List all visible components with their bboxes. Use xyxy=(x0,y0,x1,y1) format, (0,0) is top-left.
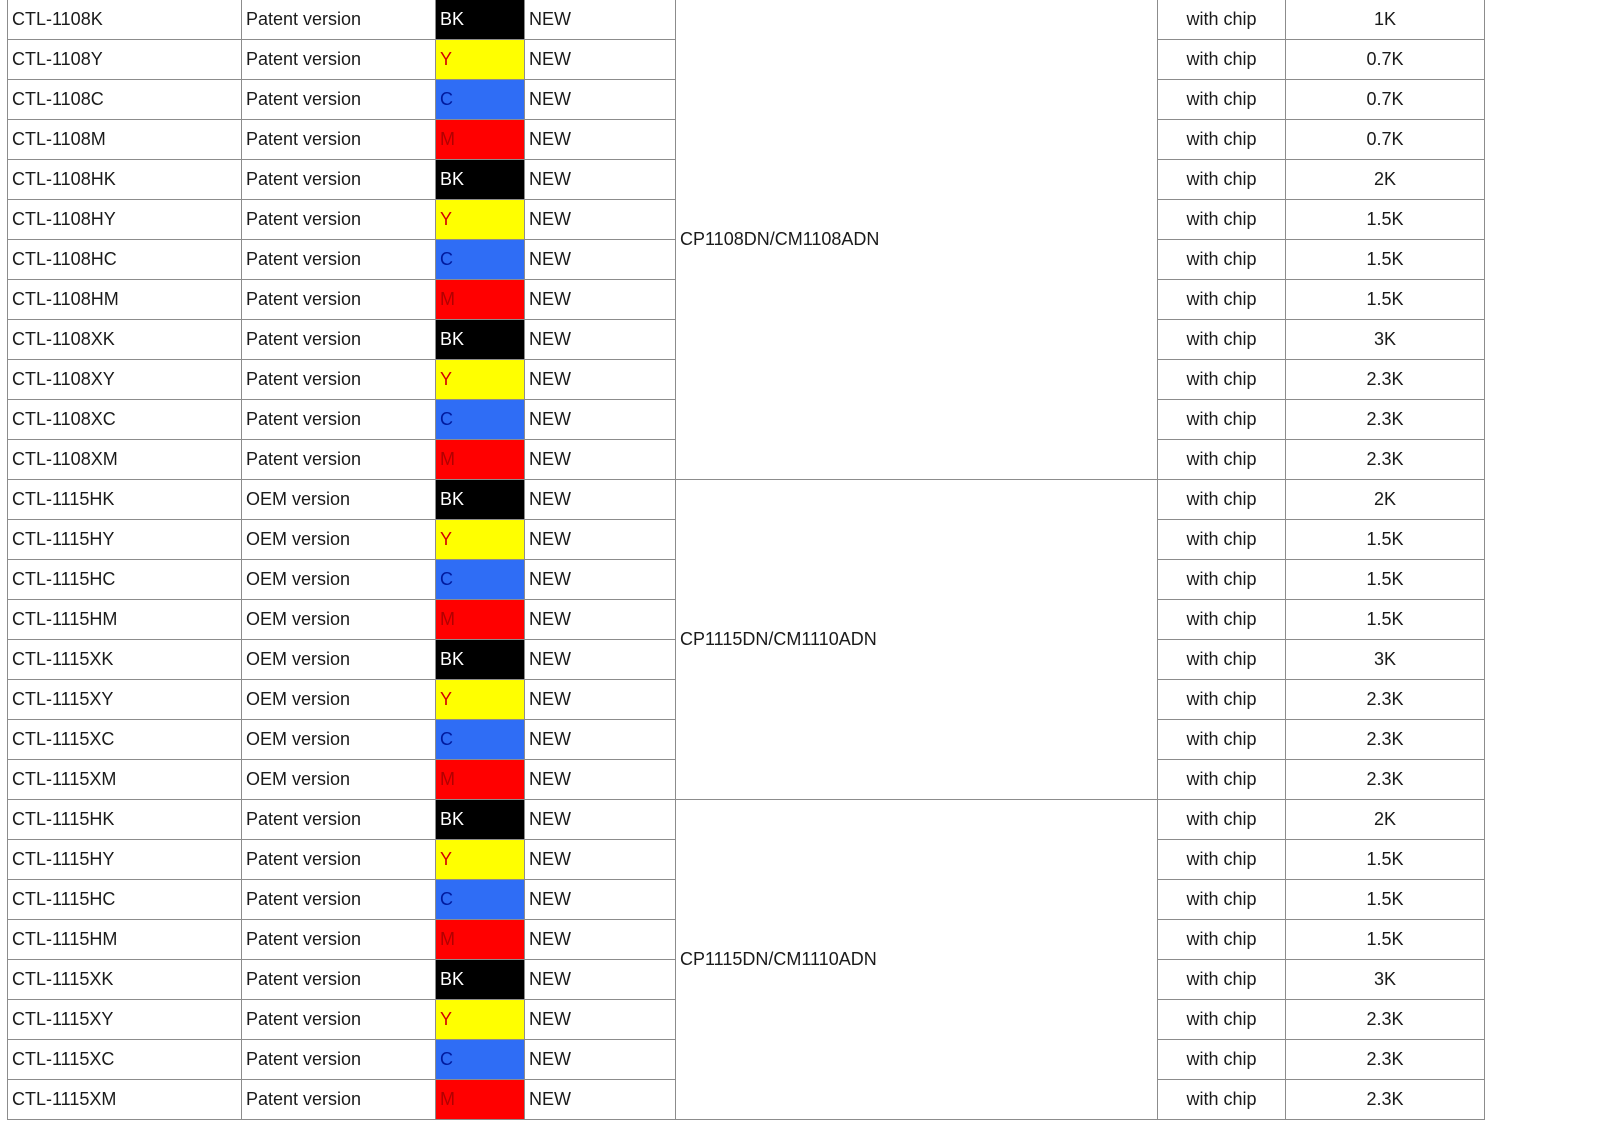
condition-cell: NEW xyxy=(525,360,676,400)
model-cell: CTL-1115HK xyxy=(8,800,242,840)
condition-cell: NEW xyxy=(525,80,676,120)
model-cell: CTL-1115HY xyxy=(8,840,242,880)
chip-cell: with chip xyxy=(1158,920,1286,960)
condition-cell: NEW xyxy=(525,160,676,200)
yield-cell: 2.3K xyxy=(1286,680,1485,720)
chip-cell: with chip xyxy=(1158,280,1286,320)
yield-cell: 1.5K xyxy=(1286,880,1485,920)
version-cell: Patent version xyxy=(242,920,436,960)
chip-cell: with chip xyxy=(1158,360,1286,400)
condition-cell: NEW xyxy=(525,480,676,520)
yield-cell: 1.5K xyxy=(1286,560,1485,600)
version-cell: Patent version xyxy=(242,160,436,200)
model-cell: CTL-1115XY xyxy=(8,680,242,720)
version-cell: Patent version xyxy=(242,880,436,920)
color-cell: M xyxy=(436,120,525,160)
color-cell: BK xyxy=(436,800,525,840)
yield-cell: 1K xyxy=(1286,0,1485,40)
color-cell: Y xyxy=(436,1000,525,1040)
yield-cell: 1.5K xyxy=(1286,840,1485,880)
model-cell: CTL-1108Y xyxy=(8,40,242,80)
version-cell: Patent version xyxy=(242,1000,436,1040)
color-cell: Y xyxy=(436,40,525,80)
chip-cell: with chip xyxy=(1158,1000,1286,1040)
yield-cell: 2.3K xyxy=(1286,1080,1485,1120)
version-cell: OEM version xyxy=(242,560,436,600)
yield-cell: 2.3K xyxy=(1286,440,1485,480)
model-cell: CTL-1115XK xyxy=(8,640,242,680)
color-cell: C xyxy=(436,80,525,120)
model-cell: CTL-1108M xyxy=(8,120,242,160)
model-cell: CTL-1115HY xyxy=(8,520,242,560)
color-cell: C xyxy=(436,720,525,760)
chip-cell: with chip xyxy=(1158,760,1286,800)
yield-cell: 2.3K xyxy=(1286,720,1485,760)
yield-cell: 2K xyxy=(1286,160,1485,200)
chip-cell: with chip xyxy=(1158,640,1286,680)
model-cell: CTL-1115HM xyxy=(8,920,242,960)
condition-cell: NEW xyxy=(525,280,676,320)
condition-cell: NEW xyxy=(525,400,676,440)
version-cell: Patent version xyxy=(242,0,436,40)
chip-cell: with chip xyxy=(1158,240,1286,280)
chip-cell: with chip xyxy=(1158,560,1286,600)
color-cell: BK xyxy=(436,480,525,520)
yield-cell: 1.5K xyxy=(1286,240,1485,280)
yield-cell: 2.3K xyxy=(1286,760,1485,800)
color-cell: Y xyxy=(436,360,525,400)
version-cell: Patent version xyxy=(242,1080,436,1120)
model-cell: CTL-1115XM xyxy=(8,1080,242,1120)
color-cell: M xyxy=(436,280,525,320)
chip-cell: with chip xyxy=(1158,1040,1286,1080)
model-cell: CTL-1115HM xyxy=(8,600,242,640)
model-cell: CTL-1115XC xyxy=(8,1040,242,1080)
chip-cell: with chip xyxy=(1158,680,1286,720)
color-cell: BK xyxy=(436,960,525,1000)
chip-cell: with chip xyxy=(1158,400,1286,440)
condition-cell: NEW xyxy=(525,760,676,800)
version-cell: Patent version xyxy=(242,360,436,400)
color-cell: BK xyxy=(436,320,525,360)
color-cell: C xyxy=(436,880,525,920)
color-cell: Y xyxy=(436,200,525,240)
color-cell: BK xyxy=(436,640,525,680)
version-cell: OEM version xyxy=(242,640,436,680)
color-cell: M xyxy=(436,600,525,640)
table-row xyxy=(8,0,1485,40)
chip-cell: with chip xyxy=(1158,120,1286,160)
color-cell: C xyxy=(436,400,525,440)
version-cell: Patent version xyxy=(242,80,436,120)
printer-model-cell: CP1115DN/CM1110ADN xyxy=(676,480,1158,800)
color-cell: Y xyxy=(436,840,525,880)
chip-cell: with chip xyxy=(1158,600,1286,640)
version-cell: OEM version xyxy=(242,720,436,760)
version-cell: Patent version xyxy=(242,40,436,80)
color-cell: C xyxy=(436,1040,525,1080)
model-cell: CTL-1108HY xyxy=(8,200,242,240)
version-cell: Patent version xyxy=(242,200,436,240)
chip-cell: with chip xyxy=(1158,40,1286,80)
chip-cell: with chip xyxy=(1158,440,1286,480)
chip-cell: with chip xyxy=(1158,840,1286,880)
table-body xyxy=(8,0,1485,1120)
yield-cell: 1.5K xyxy=(1286,920,1485,960)
yield-cell: 0.7K xyxy=(1286,120,1485,160)
color-cell: C xyxy=(436,560,525,600)
condition-cell: NEW xyxy=(525,200,676,240)
condition-cell: NEW xyxy=(525,640,676,680)
yield-cell: 1.5K xyxy=(1286,200,1485,240)
condition-cell: NEW xyxy=(525,840,676,880)
model-cell: CTL-1108XM xyxy=(8,440,242,480)
printer-model-cell: CP1108DN/CM1108ADN xyxy=(676,0,1158,480)
color-cell: BK xyxy=(436,0,525,40)
condition-cell: NEW xyxy=(525,1000,676,1040)
color-cell: M xyxy=(436,440,525,480)
chip-cell: with chip xyxy=(1158,800,1286,840)
yield-cell: 2.3K xyxy=(1286,1040,1485,1080)
model-cell: CTL-1115HC xyxy=(8,560,242,600)
model-cell: CTL-1115XK xyxy=(8,960,242,1000)
chip-cell: with chip xyxy=(1158,200,1286,240)
model-cell: CTL-1115XC xyxy=(8,720,242,760)
version-cell: Patent version xyxy=(242,400,436,440)
version-cell: Patent version xyxy=(242,320,436,360)
condition-cell: NEW xyxy=(525,520,676,560)
version-cell: Patent version xyxy=(242,960,436,1000)
color-cell: M xyxy=(436,920,525,960)
chip-cell: with chip xyxy=(1158,880,1286,920)
yield-cell: 2.3K xyxy=(1286,360,1485,400)
yield-cell: 2K xyxy=(1286,800,1485,840)
color-cell: C xyxy=(436,240,525,280)
yield-cell: 3K xyxy=(1286,320,1485,360)
model-cell: CTL-1115XM xyxy=(8,760,242,800)
yield-cell: 2.3K xyxy=(1286,400,1485,440)
chip-cell: with chip xyxy=(1158,0,1286,40)
color-cell: BK xyxy=(436,160,525,200)
condition-cell: NEW xyxy=(525,680,676,720)
version-cell: OEM version xyxy=(242,480,436,520)
yield-cell: 1.5K xyxy=(1286,280,1485,320)
version-cell: Patent version xyxy=(242,1040,436,1080)
version-cell: Patent version xyxy=(242,440,436,480)
yield-cell: 2.3K xyxy=(1286,1000,1485,1040)
condition-cell: NEW xyxy=(525,440,676,480)
condition-cell: NEW xyxy=(525,560,676,600)
condition-cell: NEW xyxy=(525,600,676,640)
version-cell: Patent version xyxy=(242,840,436,880)
condition-cell: NEW xyxy=(525,800,676,840)
condition-cell: NEW xyxy=(525,120,676,160)
toner-product-table xyxy=(7,0,1485,1120)
color-cell: M xyxy=(436,760,525,800)
yield-cell: 1.5K xyxy=(1286,520,1485,560)
yield-cell: 0.7K xyxy=(1286,80,1485,120)
model-cell: CTL-1108HK xyxy=(8,160,242,200)
printer-model-cell: CP1115DN/CM1110ADN xyxy=(676,800,1158,1120)
yield-cell: 3K xyxy=(1286,960,1485,1000)
condition-cell: NEW xyxy=(525,1080,676,1120)
condition-cell: NEW xyxy=(525,0,676,40)
color-cell: Y xyxy=(436,680,525,720)
condition-cell: NEW xyxy=(525,320,676,360)
model-cell: CTL-1115XY xyxy=(8,1000,242,1040)
condition-cell: NEW xyxy=(525,720,676,760)
model-cell: CTL-1108XY xyxy=(8,360,242,400)
version-cell: Patent version xyxy=(242,280,436,320)
condition-cell: NEW xyxy=(525,960,676,1000)
color-cell: Y xyxy=(436,520,525,560)
version-cell: OEM version xyxy=(242,760,436,800)
model-cell: CTL-1108HC xyxy=(8,240,242,280)
chip-cell: with chip xyxy=(1158,720,1286,760)
condition-cell: NEW xyxy=(525,240,676,280)
condition-cell: NEW xyxy=(525,40,676,80)
condition-cell: NEW xyxy=(525,880,676,920)
model-cell: CTL-1115HC xyxy=(8,880,242,920)
model-cell: CTL-1108K xyxy=(8,0,242,40)
chip-cell: with chip xyxy=(1158,960,1286,1000)
version-cell: Patent version xyxy=(242,240,436,280)
yield-cell: 1.5K xyxy=(1286,600,1485,640)
model-cell: CTL-1108XC xyxy=(8,400,242,440)
color-cell: M xyxy=(436,1080,525,1120)
model-cell: CTL-1115HK xyxy=(8,480,242,520)
chip-cell: with chip xyxy=(1158,520,1286,560)
model-cell: CTL-1108XK xyxy=(8,320,242,360)
version-cell: OEM version xyxy=(242,680,436,720)
yield-cell: 0.7K xyxy=(1286,40,1485,80)
table-row xyxy=(8,480,1485,520)
condition-cell: NEW xyxy=(525,1040,676,1080)
model-cell: CTL-1108HM xyxy=(8,280,242,320)
version-cell: OEM version xyxy=(242,600,436,640)
condition-cell: NEW xyxy=(525,920,676,960)
table-row xyxy=(8,800,1485,840)
chip-cell: with chip xyxy=(1158,480,1286,520)
version-cell: Patent version xyxy=(242,800,436,840)
model-cell: CTL-1108C xyxy=(8,80,242,120)
chip-cell: with chip xyxy=(1158,160,1286,200)
chip-cell: with chip xyxy=(1158,320,1286,360)
chip-cell: with chip xyxy=(1158,1080,1286,1120)
version-cell: OEM version xyxy=(242,520,436,560)
yield-cell: 2K xyxy=(1286,480,1485,520)
chip-cell: with chip xyxy=(1158,80,1286,120)
yield-cell: 3K xyxy=(1286,640,1485,680)
version-cell: Patent version xyxy=(242,120,436,160)
